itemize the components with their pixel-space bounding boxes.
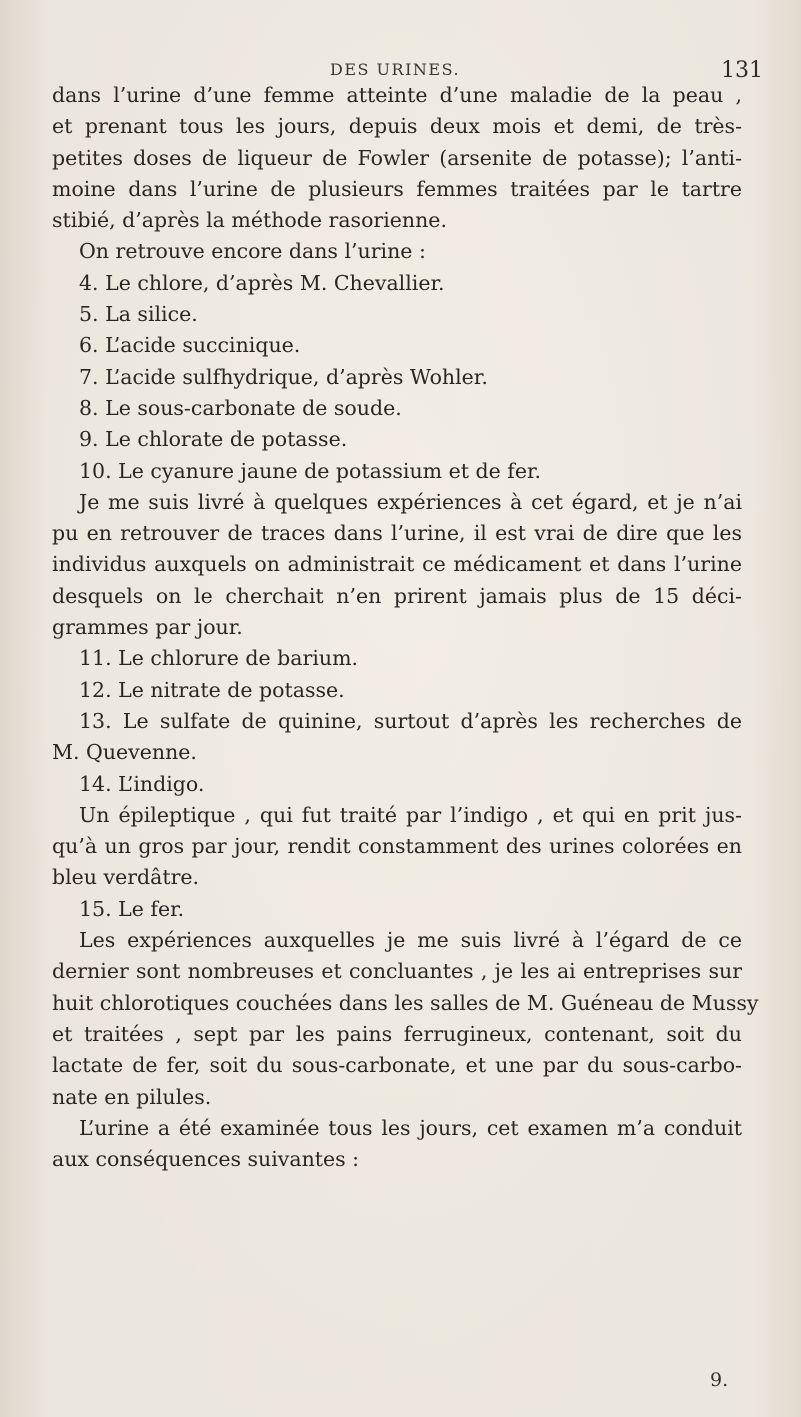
list-item: 11. Le chlorure de barium. xyxy=(79,646,359,671)
list-item: 8. Le sous-carbonate de soude. xyxy=(79,395,402,420)
list-item: 9. Le chlorate de potasse. xyxy=(79,427,348,452)
list-item: 14. L’indigo. xyxy=(79,771,205,796)
text-line: dans l’urine d’une femme atteinte d’une maladie de la peau , xyxy=(52,83,742,107)
body-text xyxy=(52,80,759,1175)
text-line: L’urine a été examinée tous les jours, cet examen m’a conduit xyxy=(79,1115,742,1140)
list-item: 10. Le cyanure jaune de potassium et de fer. xyxy=(79,458,542,483)
text-line: pu en retrouver de traces dans l’urine, il est vrai de dire que les xyxy=(52,521,742,546)
list-item: 13. Le sulfate de quinine, surtout d’après les recherches de xyxy=(79,708,742,733)
text-line: individus auxquels on administrait ce médicament et dans l’urine xyxy=(52,552,742,577)
text-line: qu’à un gros par jour, rendit constamment des urines colorées en xyxy=(52,834,742,859)
text-line: petites doses de liqueur de Fowler (arsenite de potasse); l’anti- xyxy=(52,145,742,170)
text-line: lactate de fer, soit du sous-carbonate, et une par du sous-carbo- xyxy=(52,1053,742,1078)
text-line: et traitées , sept par les pains ferrugineux, contenant, soit du xyxy=(52,1021,742,1046)
page-number: 131 xyxy=(721,58,763,83)
running-title: DES URINES. xyxy=(330,60,461,79)
text-line: aux conséquences suivantes : xyxy=(52,1147,360,1172)
signature-mark: 9. xyxy=(710,1369,729,1391)
list-item: 6. L’acide succinique. xyxy=(79,333,301,358)
text-line: moine dans l’urine de plusieurs femmes traitées par le tartre xyxy=(52,176,742,201)
list-item: 7. L’acide sulfhydrique, d’après Wohler. xyxy=(79,364,488,389)
text-line: Je me suis livré à quelques expériences à cet égard, et je n’ai xyxy=(79,489,742,514)
text-line: grammes par jour. xyxy=(52,615,243,640)
text-line: Un épileptique , qui fut traité par l’indigo , et qui en prit jus- xyxy=(79,802,742,827)
list-item: 15. Le fer. xyxy=(79,896,185,921)
text-line: desquels on le cherchait n’en prirent jamais plus de 15 déci- xyxy=(52,583,742,608)
text-line: et prenant tous les jours, depuis deux mois et demi, de très- xyxy=(52,114,742,139)
list-item: 4. Le chlore, d’après M. Chevallier. xyxy=(79,270,445,295)
text-line: huit chlorotiques couchées dans les salles de M. Guéneau de Mussy xyxy=(52,990,759,1015)
text-line: M. Quevenne. xyxy=(52,740,197,765)
text-line: On retrouve encore dans l’urine : xyxy=(79,239,426,264)
text-line: bleu verdâtre. xyxy=(52,865,200,890)
text-line: dernier sont nombreuses et concluantes , je les ai entreprises sur xyxy=(52,959,742,984)
list-item: 12. Le nitrate de potasse. xyxy=(79,677,345,702)
list-item: 5. La silice. xyxy=(79,302,198,327)
text-line: nate en pilules. xyxy=(52,1084,212,1109)
text-line: stibié, d’après la méthode rasorienne. xyxy=(52,208,447,233)
text-line: Les expériences auxquelles je me suis livré à l’égard de ce xyxy=(79,928,742,953)
